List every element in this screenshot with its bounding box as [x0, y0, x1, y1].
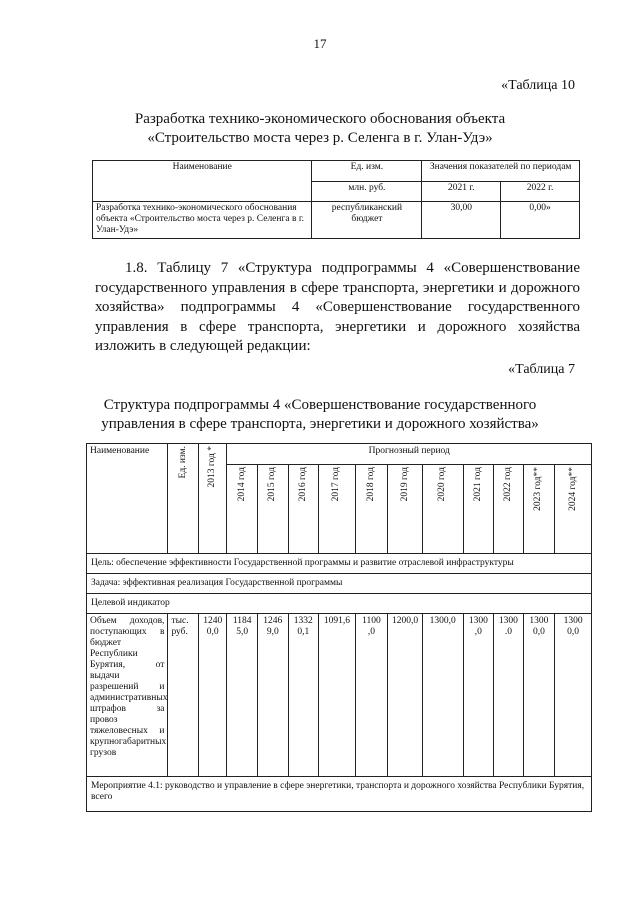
table7-data-value: 1246 9,0	[258, 614, 289, 777]
table7-goal: Цель: обеспечение эффективности Государственной программы и развитие отраслевой инфраструктуры	[87, 554, 592, 574]
table7-header-name: Наименование	[87, 444, 168, 554]
table10-row-name: Разработка технико-экономического обоснования объекта «Строительство моста через р. Селенга в г. Улан-Удэ»	[93, 202, 312, 239]
table7-data-value: 1200,0	[388, 614, 423, 777]
table7	[86, 443, 592, 812]
table7-data-value: 1300 ,0	[463, 614, 494, 777]
table10-row-unit: республиканский бюджет	[312, 202, 422, 239]
table7-year-header: 2024 год**	[555, 465, 592, 554]
table7-event: Мероприятие 4.1: руководство и управление в сфере энергетики, транспорта и дорожного хозяйства Республики Бурятия, всего	[87, 777, 592, 812]
table10-row-2021: 30,00	[422, 202, 501, 239]
table7-data-name: Объем доходов, поступающих в бюджет Республики Бурятия, от выдачи разрешений и административных штрафов за провоз тяжеловесных и крупногабаритных грузов	[87, 614, 168, 777]
table7-title-line2: управления в сфере транспорта, энергетики и дорожного хозяйства»	[101, 416, 539, 432]
table7-data-row	[87, 614, 592, 777]
page-number: 17	[313, 36, 327, 51]
table7-year-header: 2023 год**	[523, 465, 555, 554]
table10-title-line2: «Строительство моста через р. Селенга в г. Улан-Удэ»	[147, 130, 493, 146]
table7-data-value: 1300 .0	[494, 614, 524, 777]
table7-task: Задача: эффективная реализация Государственной программы	[87, 574, 592, 594]
table7-data-value: 1332 0,1	[288, 614, 319, 777]
table10-header-2021: 2021 г.	[422, 181, 501, 202]
table7-header-2013: 2013 год *	[198, 444, 227, 554]
table7-label: «Таблица 7	[508, 362, 575, 377]
table7-data-unit: тыс. руб.	[168, 614, 199, 777]
table10-header-name: Наименование	[93, 161, 312, 202]
table10-title	[60, 110, 580, 148]
table7-header-unit: Ед. изм.	[168, 444, 199, 554]
table7-year-header: 2018 год	[355, 465, 388, 554]
table7-year-header: 2022 год	[494, 465, 524, 554]
table7-year-header: 2017 год	[319, 465, 356, 554]
table10-header-2022: 2022 г.	[501, 181, 580, 202]
table7-year-header: 2020 год	[422, 465, 463, 554]
table7-data-value: 1240 0,0	[198, 614, 227, 777]
table7-data-value: 1091,6	[319, 614, 356, 777]
table10-header-unit-sub: млн. руб.	[312, 181, 422, 202]
table7-data-value: 1184 5,0	[227, 614, 258, 777]
table10-row-2022: 0,00»	[501, 202, 580, 239]
table7-data-value: 1300 0,0	[555, 614, 592, 777]
amendment-paragraph	[95, 259, 580, 357]
table10-header-unit: Ед. изм.	[312, 161, 422, 182]
table7-year-header: 2021 год	[463, 465, 494, 554]
table7-title	[60, 396, 580, 434]
table7-title-line1: Структура подпрограммы 4 «Совершенствование государственного	[103, 397, 537, 413]
table10	[92, 160, 580, 239]
table10-header-values: Значения показателей по периодам	[422, 161, 580, 182]
table7-data-value: 1300 0,0	[523, 614, 555, 777]
table7-year-header: 2014 год	[227, 465, 258, 554]
table7-indicator: Целевой индикатор	[87, 594, 592, 614]
amendment-paragraph-text: 1.8. Таблицу 7 «Структура подпрограммы 4 «Совершенствование государственного управления в сфере транспорта, энергетики и дорожного хозяйства» подпрограммы 4 «Совершенствование государственного управления в сфере транспорта, энергетики и дорожного хозяйства изложить в следующей редакции:	[95, 260, 580, 355]
table10-title-line1: Разработка технико-экономического обоснования объекта	[134, 111, 506, 127]
table7-year-header: 2019 год	[388, 465, 423, 554]
table7-data-value: 1100 ,0	[355, 614, 388, 777]
table7-year-header: 2016 год	[288, 465, 319, 554]
table7-year-header: 2015 год	[258, 465, 289, 554]
table10-label: «Таблица 10	[501, 78, 575, 93]
table7-header-forecast: Прогнозный период	[227, 444, 592, 465]
table7-data-value: 1300,0	[422, 614, 463, 777]
